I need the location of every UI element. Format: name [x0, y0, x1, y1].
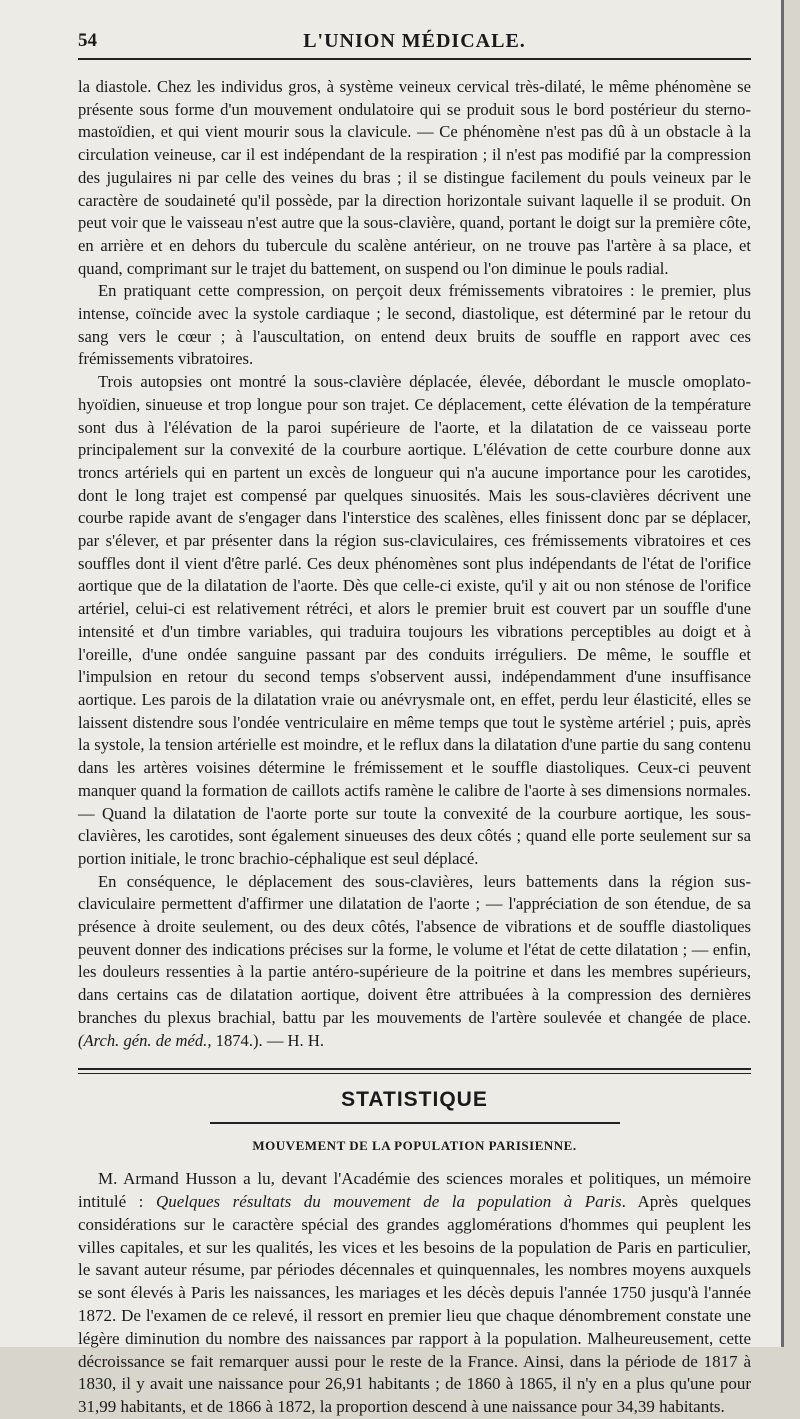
journal-title: L'UNION MÉDICALE.	[303, 30, 526, 52]
memoir-title: Quelques résultats du mouvement de la population à Paris	[155, 1192, 622, 1212]
author-signature: — H. H.	[266, 1030, 324, 1050]
section-divider-thin	[78, 1073, 751, 1074]
citation-source: (Arch. gén. de méd.,	[78, 1030, 212, 1050]
statistics-article	[78, 1168, 751, 1419]
paragraph: la diastole. Chez les individus gros, à système veineux cervical très-dilaté, le même phénomène se présente sous forme d'un mouvement ondulatoire qui se produit sous le bord postérieur du sterno-mastoïdien, et qui vient mourir sous la clavicule. — Ce phénomène n'est pas dû à un obstacle à la circulation veineuse, car il est indépendant de la respiration ; il n'est pas modifié par la compression des jugulaires ni par celle des veines du bras ; il se distingue facilement du pouls veineux par le caractère de soudaineté qu'il possède, par la direction horizontale suivant laquelle il se produit. On peut voir que le vaisseau n'est autre que la sous-clavière, quand, portant le doigt sur la première côte, en arrière et en dehors du tubercule du scalène antérieur, on ne trouve pas l'artère à sa place, et quand, comprimant sur le trajet du battement, on suspend ou l'on diminue le pouls radial.	[78, 77, 751, 278]
paragraph: En pratiquant cette compression, on perçoit deux frémissements vibratoires : le premier, plus intense, coïncide avec la systole cardiaque ; le second, diastolique, est déterminé par le retour du sang vers le cœur ; à l'auscultation, on entend deux bruits de souffle en rapport avec ces frémissements vibratoires.	[78, 281, 751, 369]
header-rule	[78, 58, 751, 60]
citation-year: 1874.).	[215, 1030, 263, 1050]
paragraph: Trois autopsies ont montré la sous-clavière déplacée, élevée, débordant le muscle omoplato-hyoïdien, sinueuse et trop longue pour son trajet. Ce déplacement, cette élévation de la température sont dus à l'élévation de la paroi supérieure de l'aorte, et la dilatation de ce vaisseau porte principalement sur la convexité de la courbure aortique. L'élévation de cette courbure donne aux troncs artériels qui en partent un excès de longueur qui n'a aucune importance pour les carotides, dont le long trajet est compensé par quelques sinuosités. Mais les sous-clavières décrivent une courbe rapide avant de s'engager dans l'interstice des scalènes, elles finissent donc par se déplacer, par s'élever, et par présenter dans la région sus-claviculaires, ces frémissements vibratoires et ces souffles dont il vient d'être parlé. Ces deux phénomènes sont plus indépendants de l'état de l'orifice aortique que de la dilatation de l'aorte. Dès que celle-ci existe, qu'il y ait ou non sténose de l'orifice artériel, celui-ci est relativement rétréci, et alors le premier bruit est couvert par un souffle d'une intensité et d'un timbre variables, qui traduira toujours les vibrations perceptibles au doigt et à l'oreille, d'une ondée sanguine passant par des conduits irréguliers. De même, le souffle et l'impulsion en retour du second temps s'observent aussi, indépendamment d'une insuffisance aortique. Les parois de la dilatation vraie ou anévrysmale ont, en effet, perdu leur élasticité, elles se laissent distendre sous l'ondée ventriculaire en même temps que tout le système artériel ; puis, après la systole, la tension artérielle est moindre, et le reflux dans la dilatation d'une partie du sang contenu dans les artères voisines détermine le frémissement et le souffle diastoliques. Ceux-ci peuvent manquer quand la formation de caillots actifs ramène le calibre de l'aorte à ses dimensions normales. — Quand la dilatation de l'aorte porte sur toute la convexité de la courbure aortique, les sous-clavières, les carotides, sont également sinueuses des deux côtés ; quand elle porte seulement sur sa portion initiale, le tronc brachio-céphalique est seul déplacé.	[78, 372, 751, 868]
section-title: STATISTIQUE	[341, 1088, 488, 1112]
article-text: . Après quelques considérations sur le caractère spécial des grandes agglomérations d'hommes qui peuplent les villes capitales, et sur les qualités, les vices et les besoins de la population de Paris en particulier, le savant auteur résume, par périodes décennales et quinquennales, les nombres moyens auxquels se sont élevés à Paris les naissances, les mariages et les décès depuis l'année 1750 jusqu'à l'année 1872. De l'examen de ce relevé, il ressort en premier lieu que chaque dénombrement constate une légère diminution du nombre des naissances par rapport à la population. Malheureusement, cette décroissance se fait remarquer aussi pour le reste de la France. Ainsi, dans la période de 1817 à 1830, il y avait une naissance pour 26,91 habitants ; de 1860 à 1865, il n'y en a plus qu'une pour 31,99 habitants, et de 1866 à 1872, la proportion descend à une naissance pour 34,39 habitants.	[78, 1192, 751, 1417]
running-head	[78, 0, 751, 66]
paragraph-conclusion	[78, 871, 751, 1053]
continued-article	[78, 76, 751, 1052]
paragraph	[78, 1168, 751, 1419]
title-underline	[210, 1122, 620, 1124]
section-divider	[78, 1068, 751, 1070]
page-number: 54	[78, 30, 97, 51]
intro-text: M. Armand Husson a lu, devant l'Académie des sciences morales et politiques, un mémoire intitulé :	[78, 1169, 751, 1212]
section-subtitle: MOUVEMENT DE LA POPULATION PARISIENNE.	[252, 1138, 577, 1154]
paragraph-text: En conséquence, le déplacement des sous-clavières, leurs battements dans la région sus-claviculaire permettent d'affirmer une dilatation de l'aorte ; — l'appréciation de son étendue, de sa présence à droite seulement, ou des deux côtés, l'absence de vibrations et de souffle diastoliques peuvent donner des indications précises sur la forme, le volume et l'état de cette dilatation ; — enfin, les douleurs ressenties à la partie antéro-supérieure de la poitrine et dans les membres supérieurs, dans certains cas de dilatation aortique, doivent être attribuées à la compression des dernières branches du plexus brachial, battu par les mouvements de l'artère soulevée et changée de place.	[78, 871, 751, 1027]
